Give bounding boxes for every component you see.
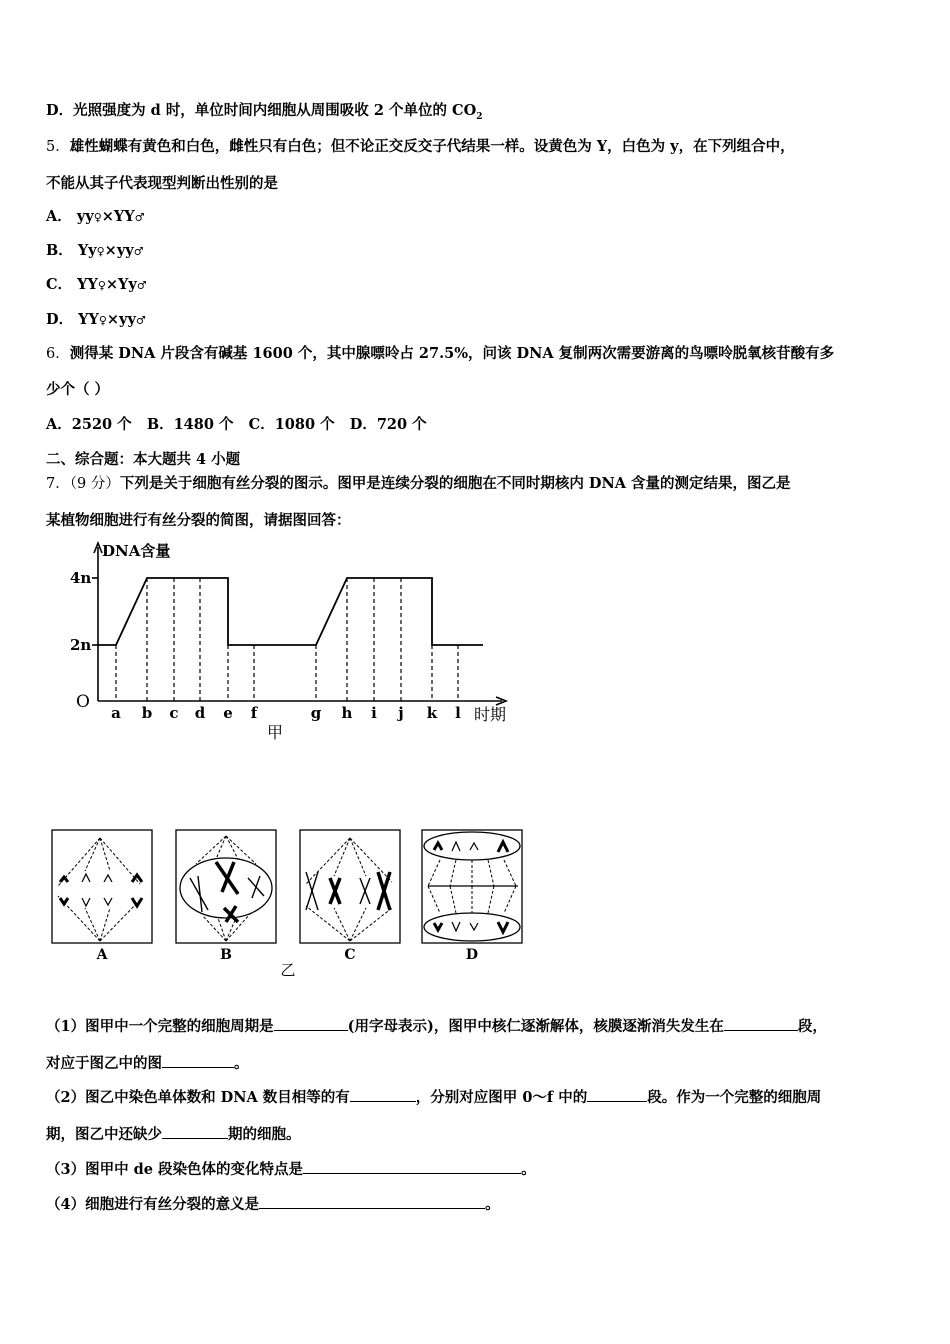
sub-question-text: 期，图乙中还缺少	[46, 1126, 162, 1143]
option-label: A．	[46, 208, 72, 225]
answer-blank[interactable]	[162, 1123, 228, 1139]
sub-question-label: （2）	[46, 1089, 86, 1106]
q6-option-d	[350, 416, 427, 433]
q5-option-c	[46, 275, 147, 296]
option-label: D．	[46, 102, 74, 119]
answer-blank[interactable]	[162, 1052, 234, 1068]
genotype-female: yy	[76, 208, 94, 225]
q5-option-b	[46, 241, 144, 262]
sub-question-text: 。	[485, 1196, 500, 1213]
option-text: 2520 个	[71, 416, 132, 433]
x-axis-label: 时期	[474, 705, 507, 724]
panel-label-b: B	[220, 947, 232, 963]
y-tick-4n: 4n	[70, 569, 92, 587]
sub-question-text: 。	[234, 1055, 249, 1072]
female-symbol-icon: ♀	[93, 211, 102, 224]
figure-yi-cell-diagrams	[48, 826, 533, 981]
figure-caption-yi: 乙	[280, 961, 296, 979]
x-tick: d	[194, 704, 206, 722]
y-tick-2n: 2n	[70, 636, 92, 654]
genotype-male: yy	[119, 311, 136, 328]
sub-question-text: 图甲中一个完整的细胞周期是	[85, 1018, 274, 1035]
cross-symbol: ×	[106, 311, 120, 328]
x-tick: i	[371, 704, 377, 722]
option-text: 光照强度为 d 时，单位时间内细胞从周围吸收 2 个单位的 CO	[73, 102, 477, 119]
male-symbol-icon: ♂	[133, 245, 144, 258]
q7-sub1-line2	[46, 1052, 249, 1074]
q7-sub2-line2	[46, 1123, 301, 1145]
panel-label-c: C	[344, 947, 356, 963]
figure-caption-jia: 甲	[267, 723, 284, 742]
x-tick: e	[223, 704, 233, 722]
panel-label-a: A	[96, 947, 108, 963]
x-tick: b	[141, 704, 153, 722]
x-tick: g	[310, 704, 322, 722]
question-number: 6．	[46, 346, 70, 362]
option-label: B．	[46, 242, 73, 259]
male-symbol-icon: ♂	[135, 314, 146, 327]
sub-question-text: 期的细胞。	[228, 1126, 301, 1143]
stem-text: 雄性蝴蝶有黄色和白色，雌性只有白色；但不论正交反交子代结果一样。设黄色为 Y，白色为 y，在下列组合中，	[69, 138, 795, 155]
x-tick: a	[111, 704, 121, 722]
female-symbol-icon: ♀	[98, 314, 107, 327]
sub-question-text: 。	[521, 1161, 536, 1178]
option-label: D．	[349, 416, 377, 433]
cross-symbol: ×	[105, 276, 119, 293]
female-symbol-icon: ♀	[97, 279, 106, 292]
q7-sub3	[46, 1158, 536, 1180]
q6-stem-line1	[46, 344, 834, 364]
y-axis-label: DNA含量	[102, 542, 171, 560]
sub-question-text: 对应于图乙中的图	[46, 1055, 162, 1072]
option-label: A．	[46, 416, 72, 433]
q7-stem-line2: 某植物细胞进行有丝分裂的简图，请据图回答：	[46, 512, 351, 529]
genotype-male: YY	[113, 208, 135, 225]
option-label: D．	[46, 311, 74, 328]
answer-blank[interactable]	[303, 1158, 521, 1174]
sub-question-text: 段。作为一个完整的细胞周	[647, 1089, 822, 1106]
sub-question-text: 段，	[797, 1018, 827, 1035]
cell-panel-b	[176, 830, 276, 943]
q7-sub4	[46, 1193, 500, 1215]
cross-symbol: ×	[101, 208, 114, 225]
answer-blank[interactable]	[350, 1086, 416, 1102]
q7-sub2-line1	[46, 1086, 821, 1108]
option-label: C．	[248, 416, 275, 433]
origin-label: O	[76, 692, 90, 712]
q4-option-d	[46, 101, 482, 127]
answer-blank[interactable]	[724, 1015, 798, 1031]
cell-panel-a	[52, 830, 152, 943]
female-symbol-icon: ♀	[96, 245, 105, 258]
q5-stem-line1	[46, 137, 795, 157]
genotype-female: YY	[77, 276, 98, 293]
section-title: 二、综合题：本大题共 4 小题	[46, 451, 241, 468]
stem-text: 测得某 DNA 片段含有碱基 1600 个，其中腺嘌呤占 27.5%，问该 DNA 复制两次需要游离的鸟嘌呤脱氧核苷酸有多	[69, 345, 835, 362]
q6-option-b	[147, 416, 234, 433]
genotype-male: Yy	[118, 276, 137, 293]
genotype-male: yy	[116, 242, 134, 259]
sub-question-label: （1）	[46, 1018, 86, 1035]
q6-option-a	[46, 416, 132, 433]
sub-question-label: （4）	[46, 1196, 86, 1213]
male-symbol-icon: ♂	[136, 279, 147, 292]
question-score: （9 分）	[69, 476, 120, 492]
x-tick: j	[398, 704, 404, 722]
x-tick: k	[426, 704, 438, 722]
question-number: 7．	[46, 476, 70, 492]
answer-blank[interactable]	[274, 1015, 348, 1031]
option-text: 720 个	[376, 416, 427, 433]
q7-stem-line1	[46, 474, 791, 494]
panel-label-d: D	[465, 947, 479, 963]
sub-question-text: 细胞进行有丝分裂的意义是	[85, 1196, 260, 1213]
genotype-female: Yy	[77, 242, 97, 259]
option-text: 1480 个	[173, 416, 234, 433]
cell-panel-d	[422, 830, 522, 943]
answer-blank[interactable]	[259, 1193, 485, 1209]
option-text: 1080 个	[274, 416, 335, 433]
sub-question-text: ，分别对应图甲 0～f 中的	[415, 1089, 588, 1106]
x-tick: c	[169, 704, 179, 722]
sub-question-text: (用字母表示)，图甲中核仁逐渐解体，核膜逐渐消失发生在	[347, 1018, 724, 1035]
q5-stem-line2: 不能从其子代表现型判断出性别的是	[46, 175, 278, 192]
q6-option-c	[249, 416, 335, 433]
q5-option-a	[46, 207, 144, 228]
x-tick: h	[341, 704, 353, 722]
genotype-female: YY	[78, 311, 99, 328]
subscript: 2	[476, 111, 483, 122]
q6-stem-line2: 少个（ ）	[46, 381, 110, 398]
sub-question-text: 图甲中 de 段染色体的变化特点是	[85, 1161, 304, 1178]
x-tick: l	[455, 704, 461, 722]
x-tick: f	[250, 704, 258, 722]
option-label: C．	[46, 276, 73, 293]
stem-text: 下列是关于细胞有丝分裂的图示。图甲是连续分裂的细胞在不同时期核内 DNA 含量的测定结果，图乙是	[119, 475, 791, 492]
question-number: 5．	[46, 139, 70, 155]
sub-question-text: 图乙中染色单体数和 DNA 数目相等的有	[85, 1089, 350, 1106]
male-symbol-icon: ♂	[134, 211, 145, 224]
cell-panel-c	[300, 830, 400, 943]
q7-sub1-line1	[46, 1015, 827, 1037]
q6-options	[46, 415, 427, 435]
option-label: B．	[146, 416, 174, 433]
q5-option-d	[46, 310, 146, 331]
sub-question-label: （3）	[46, 1161, 86, 1178]
answer-blank[interactable]	[587, 1086, 647, 1102]
cross-symbol: ×	[104, 242, 117, 259]
figure-jia-dna-chart	[62, 537, 532, 747]
